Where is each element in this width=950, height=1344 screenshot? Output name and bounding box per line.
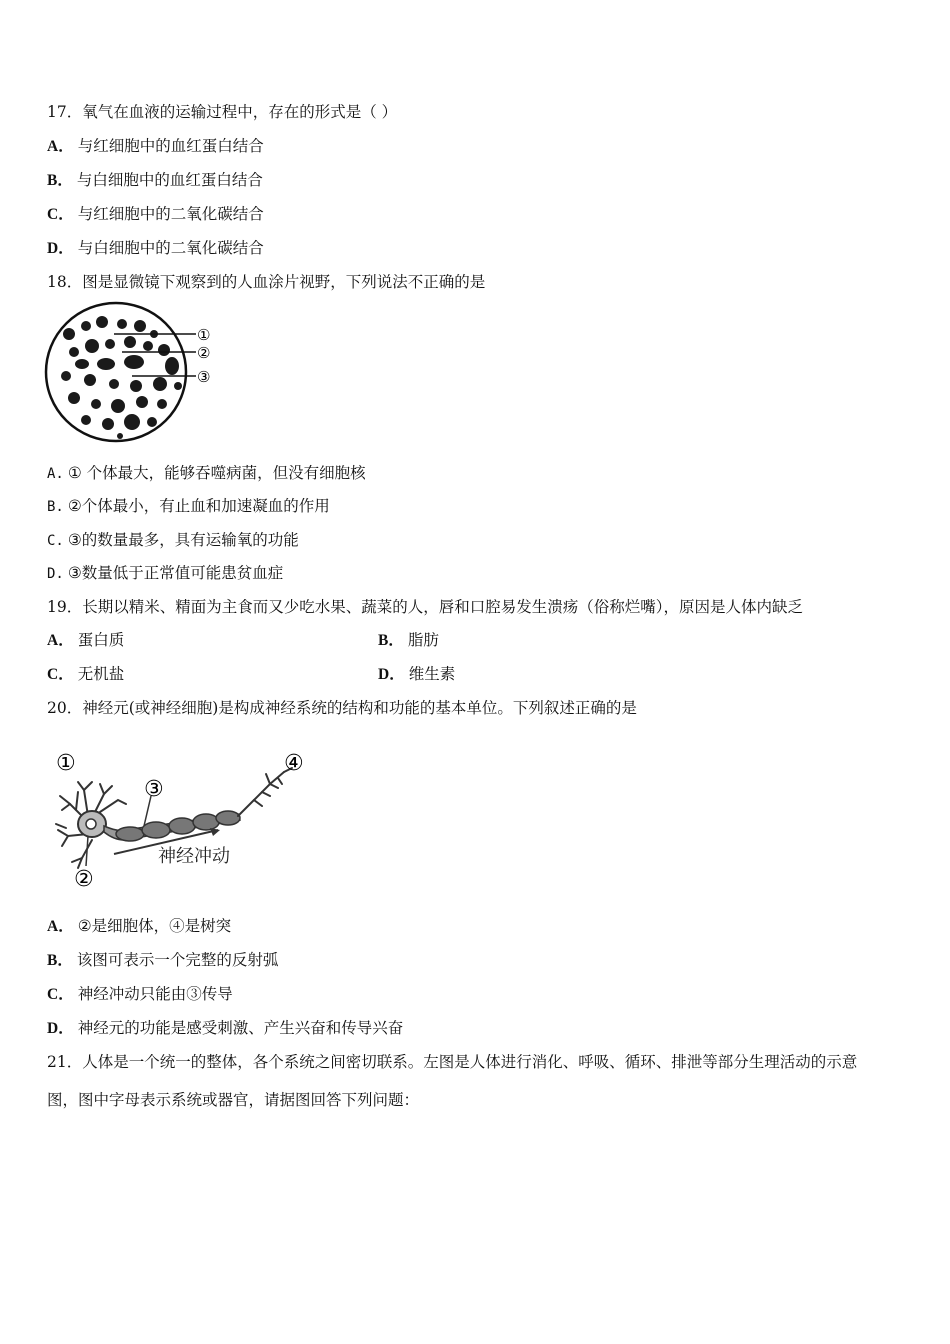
impulse-arrowhead: [210, 828, 220, 836]
q20-number: 20．: [47, 699, 83, 717]
q21-stem-line1: 21．人体是一个统一的整体，各个系统之间密切联系。左图是人体进行消化、呼吸、循环、排泄等部分生理活动的示意: [47, 1053, 858, 1071]
label-2-pointer: [86, 836, 88, 866]
neuron-figure: [48, 744, 310, 892]
figure-label-1: ①: [197, 326, 211, 344]
q20-option-a: A． ②是细胞体，④是树突: [47, 917, 232, 935]
q18-stem: 18．图是显微镜下观察到的人血涂片视野，下列说法不正确的是: [47, 273, 486, 291]
q18-number: 18．: [47, 273, 83, 291]
q20-option-b: B． 该图可表示一个完整的反射弧: [47, 951, 279, 969]
neuron-label-2: ②: [74, 867, 94, 892]
q18-option-a: A. ① 个体最大，能够吞噬病菌，但没有细胞核: [47, 464, 366, 482]
q18-option-c: C. ③的数量最多，具有运输氧的功能: [47, 531, 299, 549]
neuron-label-4: ④: [284, 751, 304, 776]
q19-option-a: A． 蛋白质: [47, 631, 125, 649]
q19-stem: 19．长期以精米、精面为主食而又少吃水果、蔬菜的人，唇和口腔易发生溃疡（俗称烂嘴），原因是人体内缺乏: [47, 598, 803, 616]
q20-stem: 20．神经元(或神经细胞)是构成神经系统的结构和功能的基本单位。下列叙述正确的是: [47, 699, 637, 717]
q17-option-c: C． 与红细胞中的二氧化碳结合: [47, 205, 264, 223]
nucleus: [86, 819, 96, 829]
nerve-impulse-caption: 神经冲动: [158, 846, 230, 867]
figure-label-2: ②: [197, 344, 211, 362]
q20-option-d: D． 神经元的功能是感受刺激、产生兴奋和传导兴奋: [47, 1019, 404, 1037]
q18-option-b: B. ②个体最小，有止血和加速凝血的作用: [47, 497, 330, 515]
q19-number: 19．: [47, 598, 83, 616]
figure-label-3: ③: [197, 368, 211, 386]
q17-option-b: B． 与白细胞中的血红蛋白结合: [47, 171, 263, 189]
q20-option-c: C． 神经冲动只能由③传导: [47, 985, 233, 1003]
q19-option-c: C． 无机盐: [47, 665, 125, 683]
q17-option-a: A． 与红细胞中的血红蛋白结合: [47, 137, 264, 155]
axon-myelin: [104, 811, 240, 841]
q17-stem: 17．氧气在血液的运输过程中，存在的形式是（ ）: [47, 103, 398, 121]
neuron-label-1: ①: [56, 751, 76, 776]
q18-option-d: D. ③数量低于正常值可能患贫血症: [47, 564, 284, 582]
blood-smear-figure: [44, 300, 224, 448]
q17-number: 17．: [47, 103, 83, 121]
q19-option-d: D． 维生素: [378, 665, 456, 683]
neuron-label-3: ③: [144, 777, 164, 802]
q21-number: 21．: [47, 1053, 83, 1071]
q17-option-d: D． 与白细胞中的二氧化碳结合: [47, 239, 264, 257]
q21-stem-line2: 图，图中字母表示系统或器官，请据图回答下列问题：: [47, 1091, 420, 1109]
q19-option-b: B． 脂肪: [378, 631, 439, 649]
